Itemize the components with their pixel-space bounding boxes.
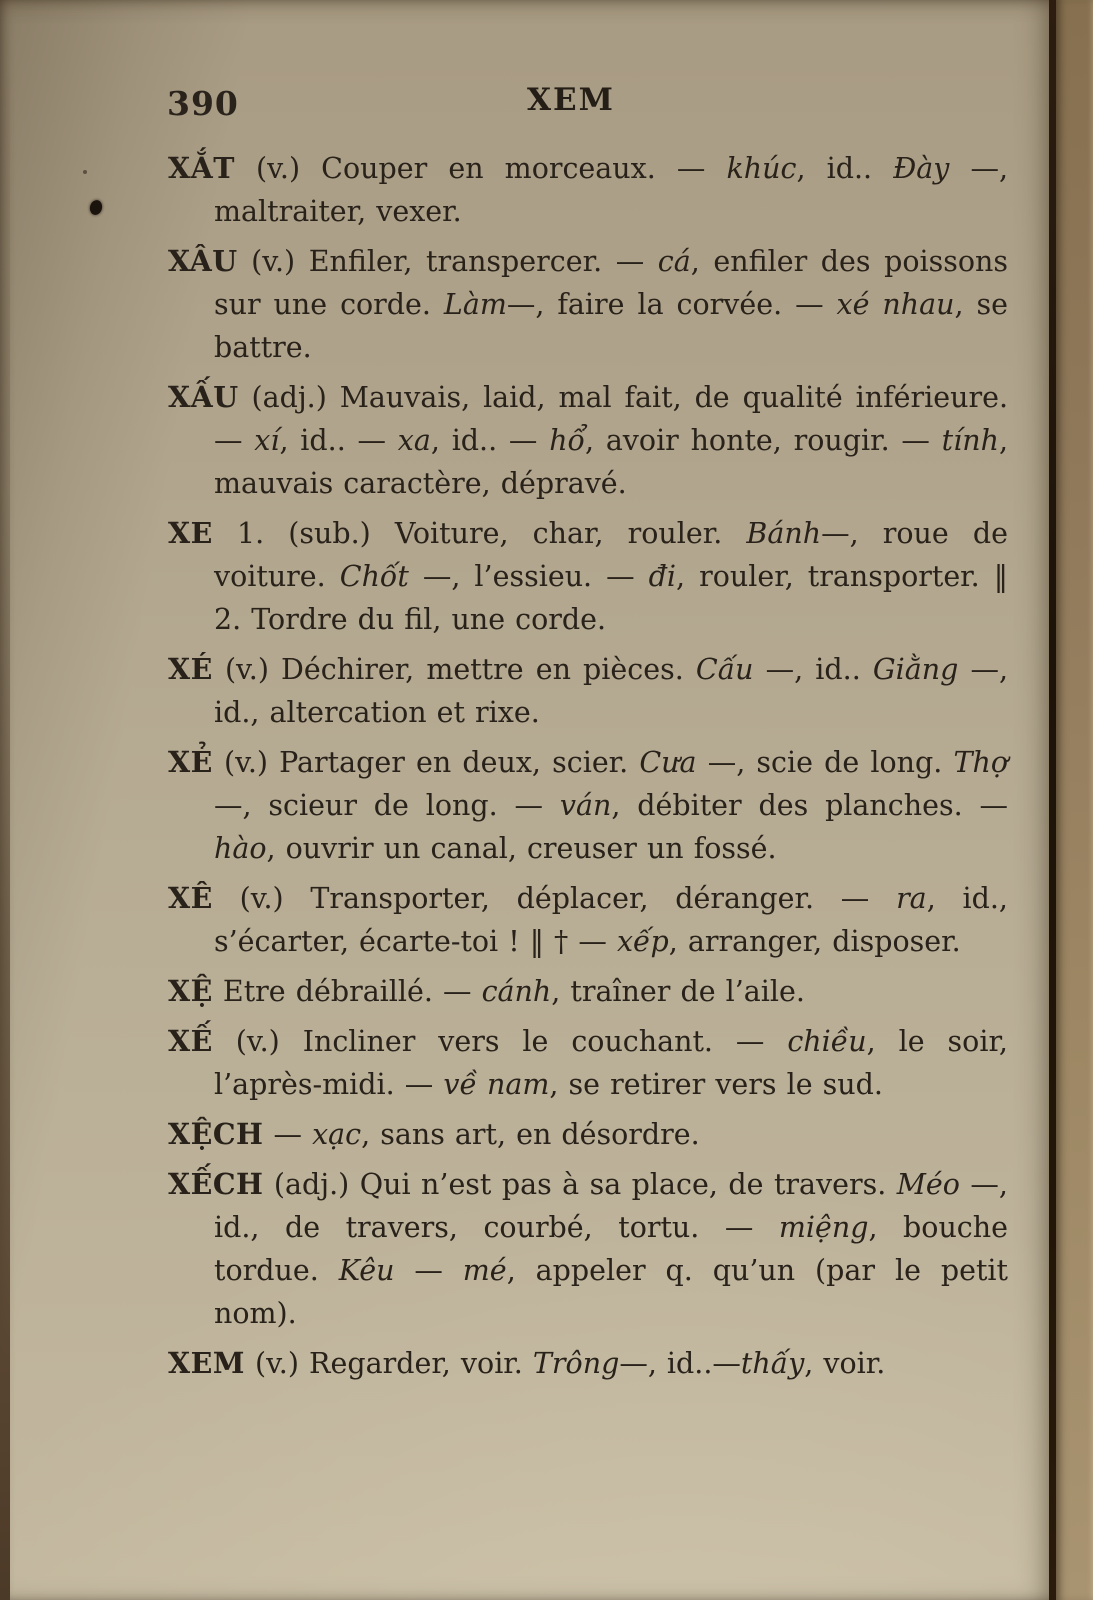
definition-text: , id.. — [279,424,398,457]
vietnamese-term: mé [462,1254,507,1287]
vietnamese-term: xa [397,424,431,457]
dictionary-entry [168,970,1008,1013]
entry-headword: XÉ [168,652,213,686]
entry-headword: XÂU [168,244,238,278]
definition-text: (v.) Couper en morceaux. — [234,152,727,185]
definition-text: , id.. — [430,424,550,457]
entry-headword: XỆ [168,974,213,1008]
dictionary-entry [168,1020,1008,1106]
entry-headword: XẤU [168,380,239,414]
vietnamese-term: khúc [726,152,797,185]
vietnamese-term: Chốt [339,560,409,593]
entry-headword: XỆCH [168,1117,264,1151]
definition-text: —, l’essieu. — [408,560,649,593]
definition-text: , le soir, l’après-midi. — [214,1025,1008,1101]
vietnamese-term: cá [657,245,691,278]
definition-text: , ouvrir un canal, creuser un fossé. [266,832,777,865]
definition-text: —, scie de long. [696,746,954,779]
vietnamese-term: ra [896,882,927,915]
vietnamese-term: xạc [312,1118,362,1151]
vietnamese-term: ván [559,789,612,822]
dictionary-entry [168,1163,1008,1335]
vietnamese-term: xé nhau [836,288,955,321]
definition-text: —, id.. [753,653,873,686]
dictionary-entry [168,240,1008,369]
definition-text: , id.. [796,152,894,185]
definition-text: , voir. [804,1347,886,1380]
definition-text: , débiter des planches. — [611,789,1008,822]
definition-text: (adj.) Mauvais, laid, mal fait, de qualité inférieure. — [214,381,1008,457]
definition-text: — [394,1254,463,1287]
definition-text: (v.) Partager en deux, scier. [212,746,640,779]
entry-headword: XẮT [168,151,235,185]
entry-headword: XẺ [168,745,213,779]
vietnamese-term: về nam [443,1068,550,1101]
definition-text: , mauvais caractère, dépravé. [214,424,1008,500]
dictionary-entry [168,147,1008,233]
vietnamese-term: xếp [616,925,669,958]
definition-text: —, maltraiter, vexer. [214,152,1009,228]
definition-text: , se battre. [214,288,1008,364]
vietnamese-term: cánh [481,975,552,1008]
definition-text: (adj.) Qui n’est pas à sa place, de travers. [263,1168,897,1201]
page-edge-strip [1056,0,1093,1600]
ink-spot [88,199,103,216]
vietnamese-term: tính [941,424,999,457]
ink-speck [83,170,87,174]
definition-text: —, scieur de long. — [214,789,560,822]
vietnamese-term: Thợ [953,746,1008,779]
vietnamese-term: hổ [549,424,585,457]
vietnamese-term: Bánh [746,517,822,550]
vietnamese-term: đi [648,560,677,593]
definition-text: —, id..— [619,1347,741,1380]
entry-headword: XÊ [168,881,213,915]
page-number: 390 [167,84,239,123]
entry-headword: XEM [168,1346,245,1380]
definition-text: —, faire la corvée. — [506,288,837,321]
dictionary-entries [168,147,1008,1392]
vietnamese-term: Làm [443,288,507,321]
definition-text: (v.) Regarder, voir. [244,1347,533,1380]
vietnamese-term: thấy [740,1347,805,1380]
dictionary-entry [168,376,1008,505]
dictionary-entry [168,1342,1008,1385]
definition-text: Etre débraillé. — [212,975,482,1008]
vietnamese-term: xí [254,424,280,457]
vietnamese-term: hào [214,832,267,865]
dictionary-entry [168,648,1008,734]
definition-text: —, id., altercation et rixe. [214,653,1008,729]
dictionary-entry [168,512,1008,641]
vietnamese-term: Kêu [338,1254,395,1287]
definition-text: (v.) Enfiler, transpercer. — [237,245,658,278]
definition-text: , traîner de l’aile. [551,975,805,1008]
definition-text: , sans art, en désordre. [361,1118,700,1151]
entry-headword: XẾCH [168,1167,264,1201]
definition-text: , bouche tordue. [214,1211,1008,1287]
dictionary-entry [168,877,1008,963]
definition-text: , enfiler des poissons sur une corde. [214,245,1008,321]
vietnamese-term: Méo [896,1168,960,1201]
definition-text: , appeler q. qu’un (par le petit nom). [214,1254,1008,1330]
definition-text: (v.) Incliner vers le couchant. — [212,1025,788,1058]
vietnamese-term: Trông [532,1347,620,1380]
vietnamese-term: Giằng [872,653,959,686]
vietnamese-term: miệng [778,1211,869,1244]
vietnamese-term: Đày [893,152,950,185]
definition-text: 1. (sub.) Voiture, char, rouler. [212,517,747,550]
vietnamese-term: chiều [787,1025,867,1058]
definition-text: (v.) Déchirer, mettre en pièces. [212,653,696,686]
vietnamese-term: Cưa [639,746,697,779]
definition-text: , avoir honte, rougir. — [585,424,942,457]
definition-text: — [263,1118,313,1151]
definition-text: , se retirer vers le sud. [549,1068,883,1101]
entry-headword: XẾ [168,1024,213,1058]
running-head: XEM [527,82,615,118]
dictionary-entry [168,741,1008,870]
entry-headword: XE [168,516,213,550]
definition-text: (v.) Transporter, déplacer, déranger. — [212,882,897,915]
definition-text: , rouler, transporter. ‖ 2. Tordre du fil, une corde. [214,560,1009,636]
dictionary-entry [168,1113,1008,1156]
definition-text: , arranger, disposer. [668,925,961,958]
page-left-edge-shadow [0,0,10,1600]
definition-text: —, roue de voiture. [214,517,1008,593]
definition-text: , id., s’écarter, écarte-toi ! ‖ † — [214,882,1008,958]
vietnamese-term: Cấu [695,653,754,686]
definition-text: —, id., de travers, courbé, tortu. — [214,1168,1008,1244]
book-spine-shadow [1049,0,1056,1600]
